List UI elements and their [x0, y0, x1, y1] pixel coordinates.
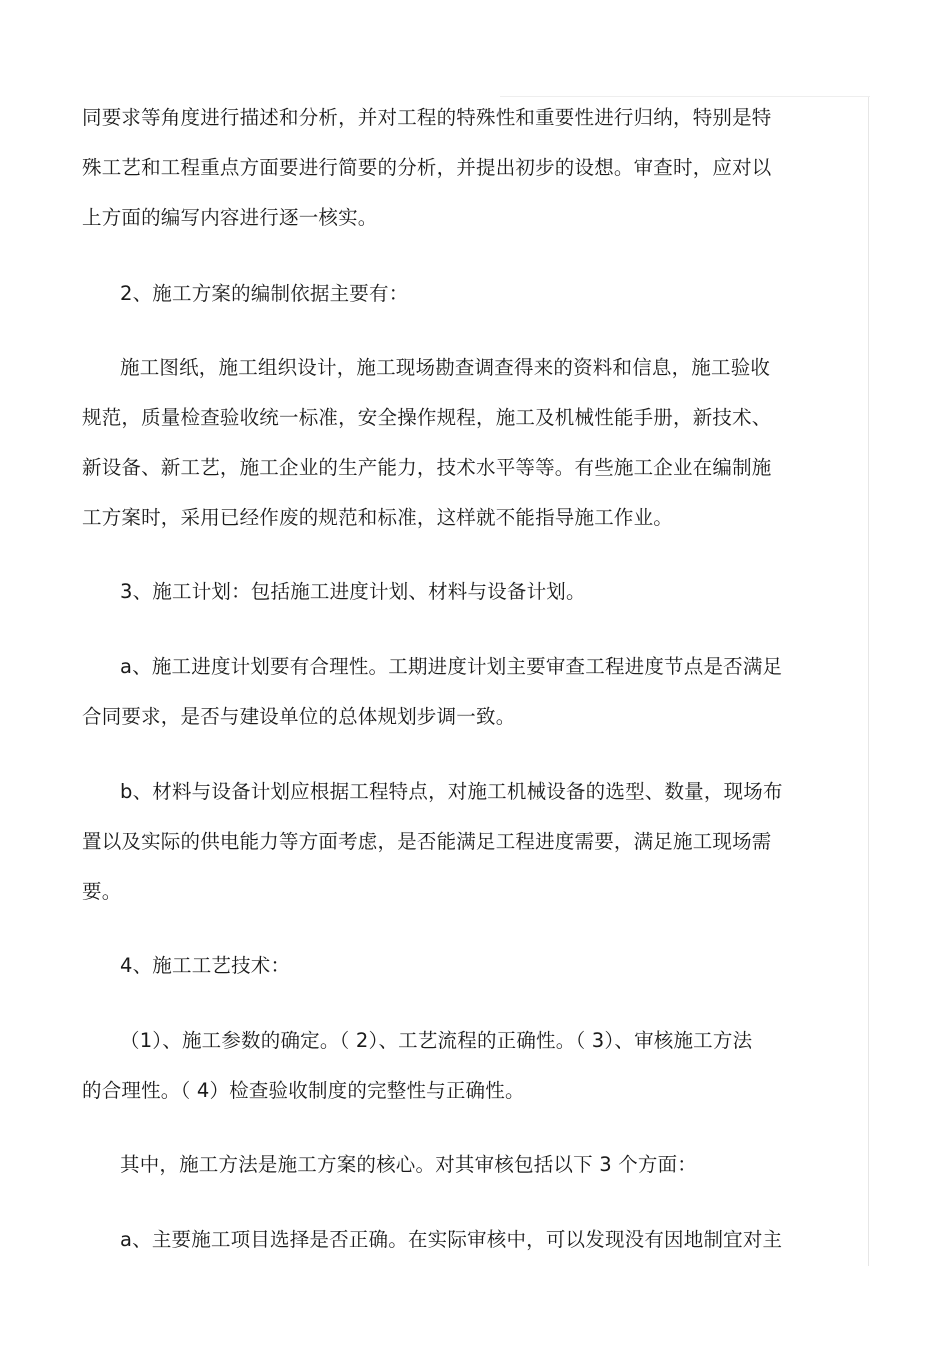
p7-line-0: （1）、施工参数的确定。（ 2）、工艺流程的正确性。（ 3）、审核施工方法 [120, 1029, 753, 1052]
p7-line-1: 的合理性。（ 4）检查验收制度的完整性与正确性。 [82, 1079, 525, 1102]
p2-line-1: 规范，质量检查验收统一标准，安全操作规程，施工及机械性能手册，新技术、 [82, 406, 772, 429]
p4-line-0: a、施工进度计划要有合理性。工期进度计划主要审查工程进度节点是否满足 [120, 655, 783, 678]
p9-line-0: a、主要施工项目选择是否正确。在实际审核中，可以发现没有因地制宜对主 [120, 1228, 783, 1251]
p0-line-2: 上方面的编写内容进行逐一核实。 [82, 206, 378, 229]
p0-line-1: 殊工艺和工程重点方面要进行简要的分析，并提出初步的设想。审查时，应对以 [82, 156, 772, 179]
page-top-rule [500, 96, 870, 97]
p5-line-0: b、材料与设备计划应根据工程特点，对施工机械设备的选型、数量，现场布 [120, 780, 783, 803]
p8-line-0: 其中，施工方法是施工方案的核心。对其审核包括以下 3 个方面： [120, 1153, 698, 1176]
p0-line-0: 同要求等角度进行描述和分析，并对工程的特殊性和重要性进行归纳，特别是特 [82, 106, 772, 129]
p4-line-1: 合同要求，是否与建设单位的总体规划步调一致。 [82, 705, 516, 728]
p5-line-1: 置以及实际的供电能力等方面考虑，是否能满足工程进度需要，满足施工现场需 [82, 830, 772, 853]
p2-line-0: 施工图纸，施工组织设计，施工现场勘查调查得来的资料和信息，施工验收 [120, 356, 771, 379]
p1-line-0: 2、施工方案的编制依据主要有： [120, 282, 409, 305]
page-right-border [868, 96, 869, 1266]
p2-line-3: 工方案时，采用已经作废的规范和标准，这样就不能指导施工作业。 [82, 506, 674, 529]
p5-line-2: 要。 [82, 880, 122, 903]
p3-line-0: 3、施工计划：包括施工进度计划、材料与设备计划。 [120, 580, 586, 603]
p6-line-0: 4、施工工艺技术： [120, 954, 291, 977]
p2-line-2: 新设备、新工艺，施工企业的生产能力，技术水平等等。有些施工企业在编制施 [82, 456, 772, 479]
